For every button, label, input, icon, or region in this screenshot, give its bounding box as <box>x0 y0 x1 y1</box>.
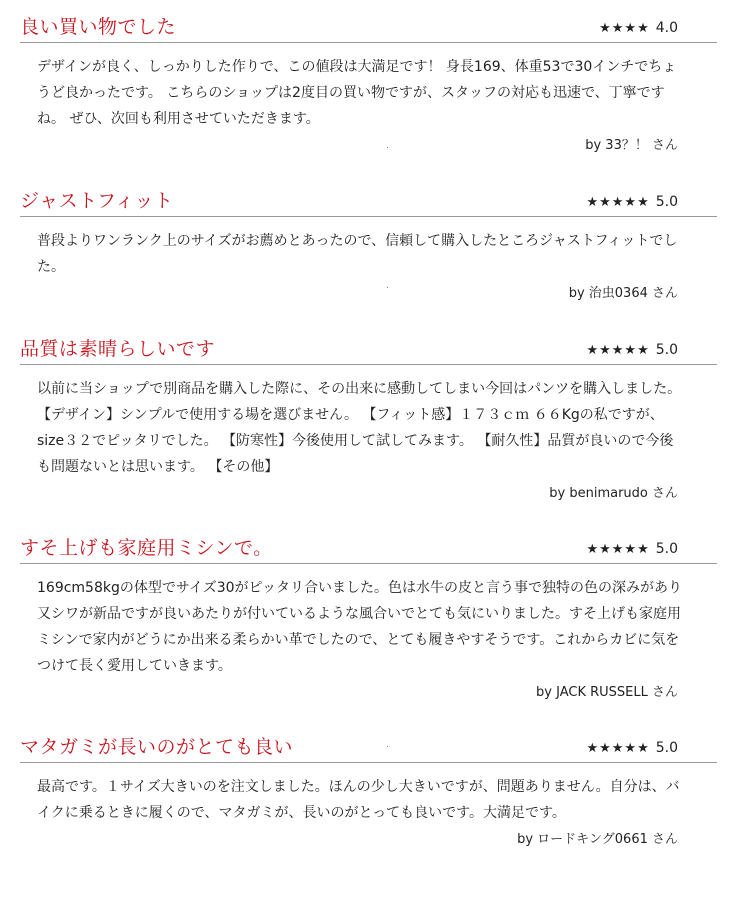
star-rating-icon: ★★★★★ <box>586 343 650 358</box>
review-title: 良い買い物でした <box>20 16 177 38</box>
review-body: デザインが良く、しっかりした作りで、この値段は大満足です！ 身長169、体重53で30インチでちょうど良かったです。 こちらのショップは2度目の買い物ですが、スタッフの対応も迅速で、丁寧ですね。 ぜひ、次回も利用させていただきます。 <box>37 59 677 127</box>
star-rating-icon: ★★★★★ <box>586 741 650 756</box>
review-header <box>0 334 735 366</box>
stray-dot <box>387 147 388 148</box>
review-author: by benimarudo さん <box>549 486 678 501</box>
divider <box>20 216 717 217</box>
rating-score: 5.0 <box>655 541 678 557</box>
divider <box>20 364 717 365</box>
review-header <box>0 732 735 764</box>
rating <box>599 20 678 36</box>
review-body: 以前に当ショップで別商品を購入した際に、その出来に感動してしまい今回はパンツを購入しました。 【デザイン】シンプルで使用する場を選びません。 【フィット感】１７３ｃｍ ６６Kgの私ですが、size３２でピッタリでした。 【防寒性】今後使用して試してみます。 【耐久性】品質が良いので今後も問題ないとは思います。 【その他】 <box>37 381 682 475</box>
review-body: 最高です。１サイズ大きいのを注文しました。ほんの少し大きいですが、問題ありません。自分は、バイクに乗るときに履くので、マタガミが、長いのがとっても良いです。大満足です。 <box>37 779 680 821</box>
divider <box>20 563 717 564</box>
review-body: 169cm58kgの体型でサイズ30がピッタリ合いました。色は水牛の皮と言う事で独特の色の深みがあり又シワが新品ですが良いあたりが付いているような風合いでとても気にいりました。すそ上げも家庭用ミシンで家内がどうにか出来る柔らかい革でしたので、とても履きやすそうです。これからカビに気をつけて長く愛用していきます。 <box>37 580 682 674</box>
rating-score: 4.0 <box>655 20 678 36</box>
stray-dot <box>387 287 388 288</box>
review-author: by ロードキング0661 さん <box>517 832 678 847</box>
review-item <box>0 732 735 847</box>
review-item <box>0 533 735 700</box>
rating <box>586 342 678 358</box>
star-rating-icon: ★★★★★ <box>586 542 650 557</box>
rating-score: 5.0 <box>655 740 678 756</box>
review-title: ジャストフィット <box>20 190 174 212</box>
rating-score: 5.0 <box>655 342 678 358</box>
rating <box>586 194 678 210</box>
review-item <box>0 12 735 153</box>
review-header <box>0 533 735 565</box>
review-body: 普段よりワンランク上のサイズがお薦めとあったので、信頼して購入したところジャストフィットでした。 <box>37 233 678 275</box>
review-title: マタガミが長いのがとても良い <box>20 736 294 758</box>
review-header <box>0 12 735 44</box>
review-author: by JACK RUSSELL さん <box>536 685 678 700</box>
rating <box>586 740 678 756</box>
stray-dot <box>387 746 388 747</box>
review-item <box>0 186 735 301</box>
star-rating-icon: ★★★★ <box>599 21 650 36</box>
review-header <box>0 186 735 218</box>
review-item <box>0 334 735 501</box>
rating <box>586 541 678 557</box>
divider <box>20 762 717 763</box>
review-title: 品質は素晴らしいです <box>20 338 216 360</box>
review-author: by 33？！ さん <box>585 138 678 153</box>
rating-score: 5.0 <box>655 194 678 210</box>
star-rating-icon: ★★★★★ <box>586 195 650 210</box>
divider <box>20 42 717 43</box>
review-title: すそ上げも家庭用ミシンで。 <box>20 537 273 559</box>
review-author: by 治虫0364 さん <box>568 286 678 301</box>
